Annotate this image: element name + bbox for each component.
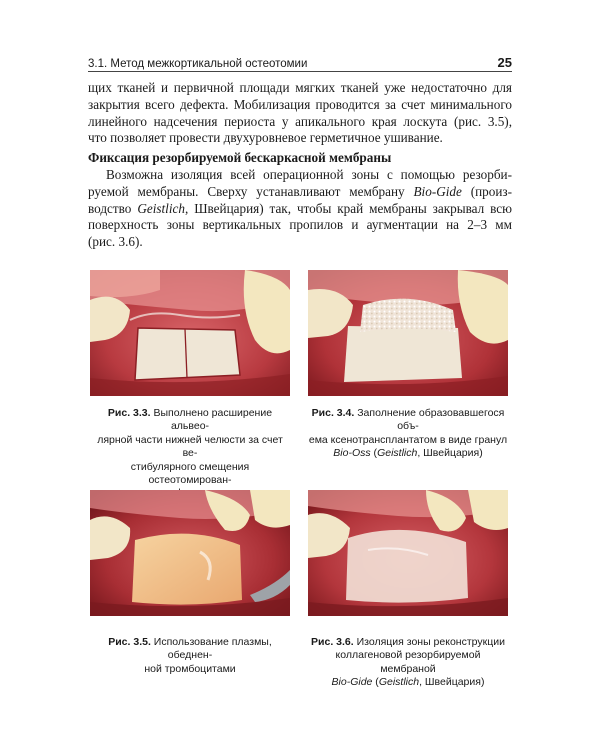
figure-3-3-caption [90, 407, 290, 501]
figure-3-6-caption [308, 636, 508, 690]
text-run-italic: Geistlich [137, 200, 185, 216]
header-title: 3.1. Метод межкортикальной остеотомии [88, 58, 308, 70]
text-line: (рис. 3.6). [88, 234, 143, 250]
caption-text-italic: Bio-Gide [331, 676, 373, 689]
text-run: , Швейцария) так, чтобы край мембраны закрывал всю [184, 200, 512, 216]
caption-label: Рис. 3.5. [108, 636, 151, 648]
caption-text: Выполнено расширение альвео- [150, 407, 273, 433]
text-line [88, 184, 512, 201]
caption-label: Рис. 3.6. [311, 636, 354, 648]
page-number: 25 [497, 55, 512, 70]
running-header [88, 50, 512, 70]
figure-3-4-caption [308, 407, 508, 461]
text-line: закрытия всего дефекта. Мобилизация проводится за счет минимального [88, 96, 512, 112]
figure-3-6-photo [308, 490, 508, 616]
caption-text-italic: Bio-Oss [333, 447, 371, 460]
figure-3-3-photo [90, 270, 290, 396]
text-line: Возможна изоляция всей операционной зоны с помощью резорби- [106, 167, 512, 182]
caption-text-italic: Geistlich [378, 676, 420, 689]
caption-text: стибулярного смещения остеотомирован- [130, 460, 250, 487]
caption-text: , Швейцария) [417, 447, 483, 460]
figure-3-5-caption [90, 636, 290, 676]
caption-text: , Швейцария) [419, 676, 485, 689]
caption-text: лярной части нижней челюсти за счет ве- [97, 433, 283, 460]
text-run-italic: Bio-Gide [413, 183, 462, 199]
section-heading: Фиксация резорбируемой бескаркасной мембраны [88, 150, 392, 165]
caption-text: ной тромбоцитами [144, 662, 236, 675]
header-rule [88, 71, 512, 72]
paragraph-membrane [88, 167, 512, 251]
caption-text: коллагеновой резорбируемой мембраной [335, 649, 481, 675]
figure-3-5-photo [90, 490, 290, 616]
caption-text: Заполнение образовавшегося объ- [354, 407, 505, 433]
text-line: поверхность зоны вертикальных пропилов и аугментации на 2–3 мм [88, 217, 512, 233]
caption-text: Использование плазмы, обеднен- [150, 636, 272, 662]
text-run: (произ- [461, 183, 512, 199]
text-run: водство [88, 200, 138, 216]
figure-3-4-photo [308, 270, 508, 396]
text-line [88, 201, 512, 218]
caption-label: Рис. 3.3. [107, 407, 151, 419]
text-line: что позволяет провести двухуровневое герметичное ушивание. [88, 130, 443, 146]
caption-text: ( [372, 676, 379, 689]
text-line: щих тканей и первичной площади мягких тканей уже недостаточно для [88, 80, 512, 95]
paragraph-intro [88, 80, 512, 147]
caption-text: Изоляция зоны реконструкции [353, 636, 505, 648]
caption-text: ( [370, 447, 378, 460]
text-line: линейного надсечения периоста у апикального края лоскута (рис. 3.5), [88, 113, 512, 129]
caption-text-italic: Geistlich [377, 447, 418, 460]
caption-label: Рис. 3.4. [311, 407, 355, 419]
text-run: руемой мембраны. Сверху устанавливают мембрану [88, 183, 414, 199]
caption-text: ема ксенотрансплантатом в виде гранул [308, 433, 508, 446]
